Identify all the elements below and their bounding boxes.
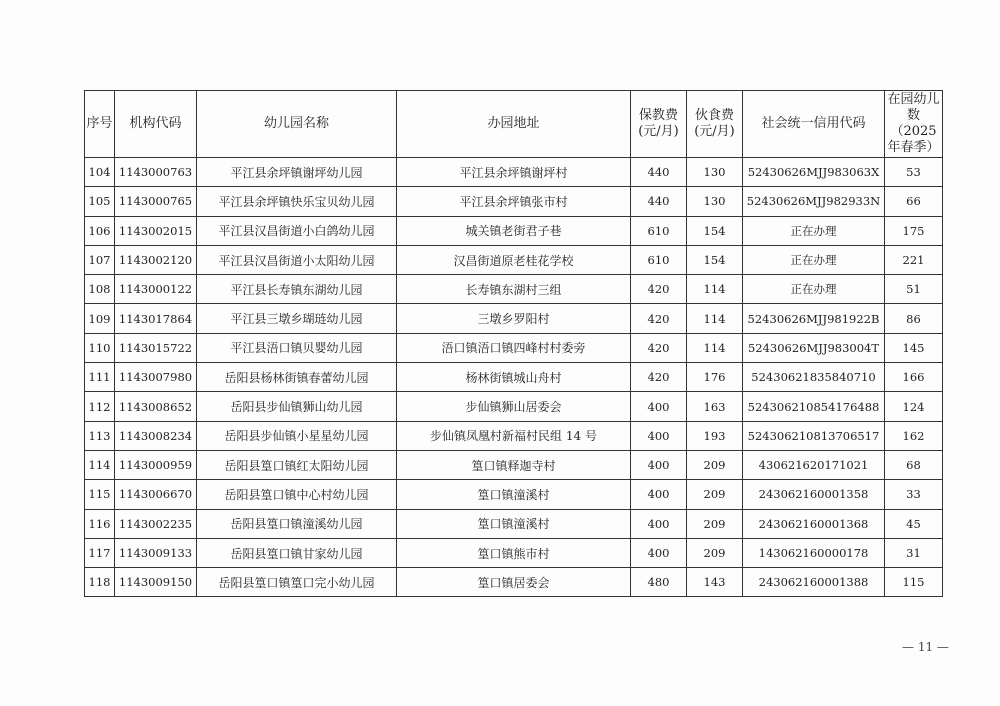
table-row (85, 450, 943, 479)
cell-enrolled: 166 (885, 363, 943, 392)
cell-name: 岳阳县杨林街镇春蕾幼儿园 (197, 363, 397, 392)
table-row (85, 158, 943, 187)
cell-code: 1143009133 (115, 538, 197, 567)
cell-care-fee: 400 (631, 480, 687, 509)
cell-name: 平江县汉昌街道小白鸽幼儿园 (197, 216, 397, 245)
cell-meal-fee: 143 (687, 568, 743, 597)
cell-meal-fee: 193 (687, 421, 743, 450)
cell-care-fee: 480 (631, 568, 687, 597)
cell-address: 篁口镇居委会 (397, 568, 631, 597)
cell-enrolled: 86 (885, 304, 943, 333)
cell-enrolled: 115 (885, 568, 943, 597)
table-row (85, 509, 943, 538)
cell-address: 篁口镇潼溪村 (397, 480, 631, 509)
cell-name: 岳阳县篁口镇潼溪幼儿园 (197, 509, 397, 538)
cell-credit-code: 243062160001358 (743, 480, 885, 509)
cell-care-fee: 420 (631, 275, 687, 304)
table-body (85, 158, 943, 597)
cell-credit-code: 正在办理 (743, 275, 885, 304)
cell-meal-fee: 114 (687, 304, 743, 333)
header-row (85, 91, 943, 158)
cell-care-fee: 400 (631, 538, 687, 567)
cell-code: 1143007980 (115, 363, 197, 392)
cell-address: 平江县余坪镇谢坪村 (397, 158, 631, 187)
table-row (85, 245, 943, 274)
table-row (85, 480, 943, 509)
header-address: 办园地址 (397, 91, 631, 158)
cell-meal-fee: 209 (687, 509, 743, 538)
cell-address: 篁口镇熊市村 (397, 538, 631, 567)
cell-care-fee: 610 (631, 216, 687, 245)
cell-care-fee: 400 (631, 509, 687, 538)
table-row (85, 304, 943, 333)
cell-seq: 118 (85, 568, 115, 597)
cell-address: 长寿镇东湖村三组 (397, 275, 631, 304)
cell-code: 1143002015 (115, 216, 197, 245)
cell-credit-code: 430621620171021 (743, 450, 885, 479)
cell-enrolled: 68 (885, 450, 943, 479)
cell-credit-code: 243062160001388 (743, 568, 885, 597)
cell-care-fee: 440 (631, 158, 687, 187)
cell-enrolled: 53 (885, 158, 943, 187)
cell-seq: 115 (85, 480, 115, 509)
cell-credit-code: 143062160000178 (743, 538, 885, 567)
cell-code: 1143006670 (115, 480, 197, 509)
cell-enrolled: 175 (885, 216, 943, 245)
header-seq: 序号 (85, 91, 115, 158)
cell-code: 1143008234 (115, 421, 197, 450)
header-name: 幼儿园名称 (197, 91, 397, 158)
cell-meal-fee: 209 (687, 538, 743, 567)
cell-enrolled: 162 (885, 421, 943, 450)
cell-seq: 105 (85, 187, 115, 216)
cell-credit-code: 524306210813706517 (743, 421, 885, 450)
table-row (85, 363, 943, 392)
cell-address: 三墩乡罗阳村 (397, 304, 631, 333)
table-row (85, 275, 943, 304)
cell-care-fee: 420 (631, 363, 687, 392)
cell-credit-code: 52430626MJJ982933N (743, 187, 885, 216)
cell-address: 篁口镇释迦寺村 (397, 450, 631, 479)
cell-care-fee: 400 (631, 392, 687, 421)
cell-name: 平江县浯口镇贝婴幼儿园 (197, 333, 397, 362)
cell-name: 岳阳县篁口镇甘家幼儿园 (197, 538, 397, 567)
cell-meal-fee: 154 (687, 216, 743, 245)
cell-name: 平江县余坪镇快乐宝贝幼儿园 (197, 187, 397, 216)
cell-seq: 107 (85, 245, 115, 274)
cell-enrolled: 45 (885, 509, 943, 538)
cell-code: 1143017864 (115, 304, 197, 333)
cell-credit-code: 正在办理 (743, 245, 885, 274)
cell-meal-fee: 130 (687, 158, 743, 187)
kindergarten-table (84, 90, 943, 597)
cell-name: 平江县长寿镇东湖幼儿园 (197, 275, 397, 304)
cell-address: 篁口镇潼溪村 (397, 509, 631, 538)
cell-code: 1143008652 (115, 392, 197, 421)
cell-enrolled: 31 (885, 538, 943, 567)
cell-meal-fee: 114 (687, 333, 743, 362)
cell-credit-code: 52430621835840710 (743, 363, 885, 392)
cell-credit-code: 52430626MJJ983063X (743, 158, 885, 187)
cell-seq: 106 (85, 216, 115, 245)
table-row (85, 187, 943, 216)
cell-meal-fee: 209 (687, 480, 743, 509)
cell-code: 1143015722 (115, 333, 197, 362)
cell-seq: 114 (85, 450, 115, 479)
header-care-fee: 保教费(元/月) (631, 91, 687, 158)
cell-credit-code: 524306210854176488 (743, 392, 885, 421)
cell-credit-code: 243062160001368 (743, 509, 885, 538)
cell-address: 杨林街镇城山舟村 (397, 363, 631, 392)
cell-enrolled: 221 (885, 245, 943, 274)
cell-code: 1143002235 (115, 509, 197, 538)
cell-name: 岳阳县篁口镇篁口完小幼儿园 (197, 568, 397, 597)
cell-name: 平江县余坪镇谢坪幼儿园 (197, 158, 397, 187)
cell-address: 平江县余坪镇张市村 (397, 187, 631, 216)
cell-seq: 117 (85, 538, 115, 567)
cell-seq: 112 (85, 392, 115, 421)
header-code: 机构代码 (115, 91, 197, 158)
header-enrolled: 在园幼儿数（2025年春季） (885, 91, 943, 158)
cell-meal-fee: 163 (687, 392, 743, 421)
cell-enrolled: 66 (885, 187, 943, 216)
cell-address: 步仙镇狮山居委会 (397, 392, 631, 421)
page-number: — 11 — (902, 640, 949, 654)
cell-care-fee: 440 (631, 187, 687, 216)
table-row (85, 333, 943, 362)
cell-code: 1143000765 (115, 187, 197, 216)
cell-credit-code: 52430626MJJ981922B (743, 304, 885, 333)
cell-care-fee: 420 (631, 333, 687, 362)
table-row (85, 538, 943, 567)
cell-name: 平江县汉昌街道小太阳幼儿园 (197, 245, 397, 274)
cell-code: 1143009150 (115, 568, 197, 597)
cell-seq: 116 (85, 509, 115, 538)
cell-enrolled: 145 (885, 333, 943, 362)
cell-name: 岳阳县篁口镇中心村幼儿园 (197, 480, 397, 509)
cell-address: 城关镇老街君子巷 (397, 216, 631, 245)
cell-credit-code: 正在办理 (743, 216, 885, 245)
cell-name: 岳阳县步仙镇小星星幼儿园 (197, 421, 397, 450)
cell-enrolled: 51 (885, 275, 943, 304)
cell-code: 1143002120 (115, 245, 197, 274)
cell-seq: 108 (85, 275, 115, 304)
table-row (85, 392, 943, 421)
cell-enrolled: 124 (885, 392, 943, 421)
header-meal-fee: 伙食费(元/月) (687, 91, 743, 158)
cell-seq: 111 (85, 363, 115, 392)
cell-seq: 113 (85, 421, 115, 450)
cell-seq: 109 (85, 304, 115, 333)
cell-address: 浯口镇浯口镇四峰村村委旁 (397, 333, 631, 362)
cell-meal-fee: 176 (687, 363, 743, 392)
cell-meal-fee: 154 (687, 245, 743, 274)
table-row (85, 421, 943, 450)
cell-address: 步仙镇凤凰村新福村民组 14 号 (397, 421, 631, 450)
cell-seq: 110 (85, 333, 115, 362)
table-row (85, 568, 943, 597)
cell-care-fee: 400 (631, 421, 687, 450)
cell-name: 岳阳县步仙镇狮山幼儿园 (197, 392, 397, 421)
cell-code: 1143000959 (115, 450, 197, 479)
cell-name: 岳阳县篁口镇红太阳幼儿园 (197, 450, 397, 479)
cell-meal-fee: 209 (687, 450, 743, 479)
cell-name: 平江县三墩乡瑚琏幼儿园 (197, 304, 397, 333)
cell-meal-fee: 130 (687, 187, 743, 216)
cell-address: 汉昌街道原老桂花学校 (397, 245, 631, 274)
cell-code: 1143000122 (115, 275, 197, 304)
cell-meal-fee: 114 (687, 275, 743, 304)
cell-care-fee: 400 (631, 450, 687, 479)
cell-credit-code: 52430626MJJ983004T (743, 333, 885, 362)
header-credit-code: 社会统一信用代码 (743, 91, 885, 158)
table-row (85, 216, 943, 245)
cell-care-fee: 610 (631, 245, 687, 274)
cell-seq: 104 (85, 158, 115, 187)
cell-code: 1143000763 (115, 158, 197, 187)
cell-enrolled: 33 (885, 480, 943, 509)
cell-care-fee: 420 (631, 304, 687, 333)
